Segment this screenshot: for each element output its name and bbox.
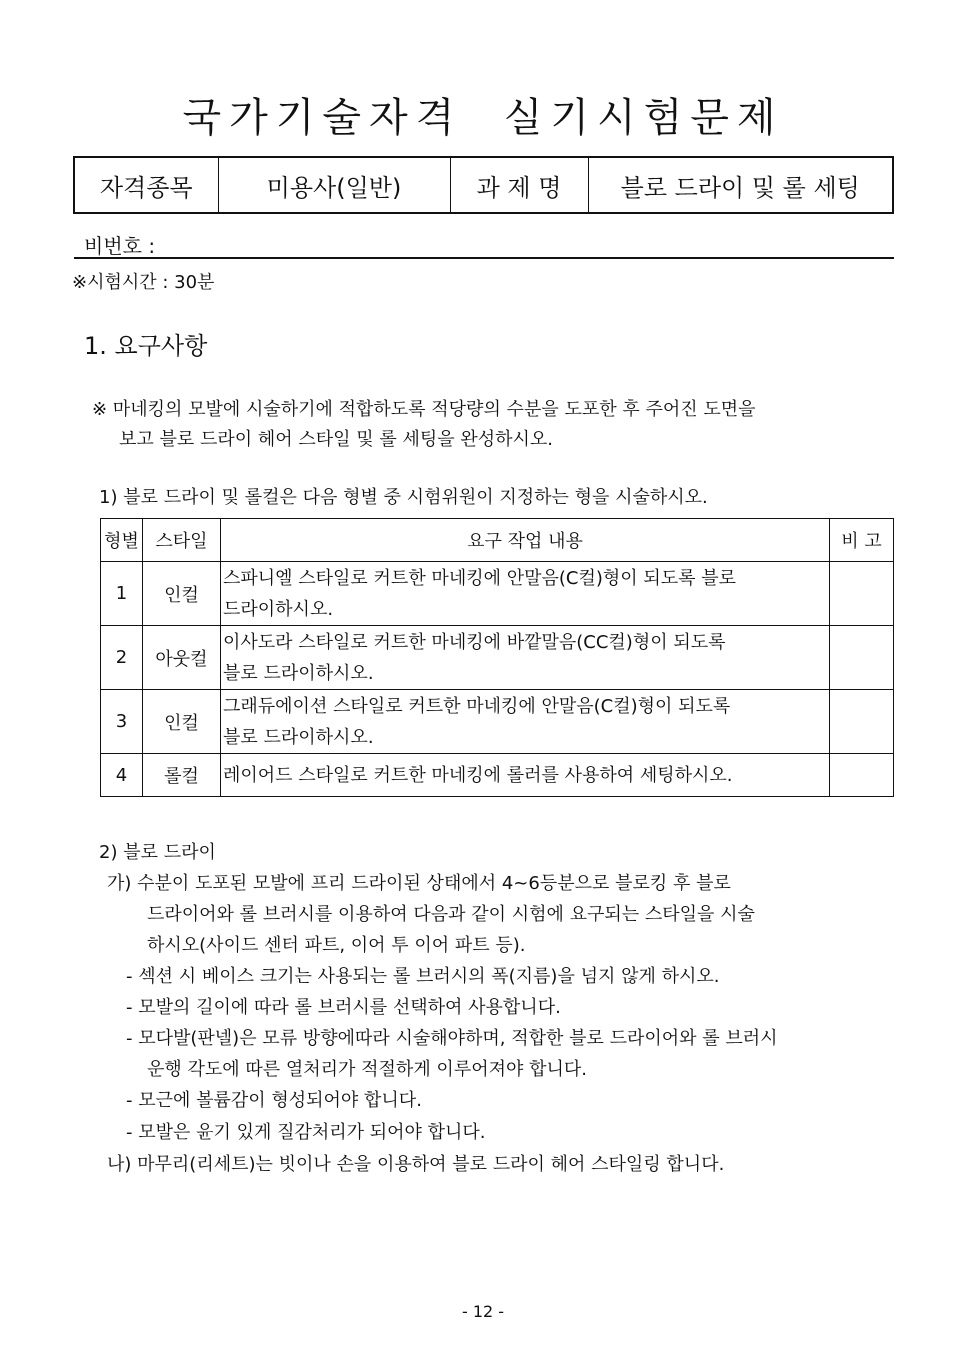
exam-time: ※시험시간 : 30분: [72, 272, 215, 293]
row-style: 아웃컬: [143, 626, 221, 690]
row-type: 4: [101, 754, 143, 797]
item2-bullet-2: - 모발의 길이에 따라 롤 브러시를 선택하여 사용합니다.: [126, 997, 561, 1018]
item2-title: 2) 블로 드라이: [99, 842, 216, 863]
row-task-line: 스파니엘 스타일로 커트한 마네킹에 안말음(C컬)형이 되도록 블로: [223, 567, 737, 589]
document-title: 국가기술자격 실기시험문제: [182, 95, 784, 141]
row-task-line: 레이어드 스타일로 커트한 마네킹에 롤러를 사용하여 세팅하시오.: [223, 764, 733, 786]
table-row: [101, 626, 894, 690]
row-task: [221, 626, 830, 690]
exam-header-table: [73, 156, 894, 214]
table-header-row: [101, 519, 894, 562]
col-header-style: 스타일: [143, 519, 221, 562]
section-title: 1. 요구사항: [84, 332, 208, 360]
col-header-note: 비 고: [830, 519, 894, 562]
row-style: 인컬: [143, 690, 221, 754]
col-header-type: 형별: [101, 519, 143, 562]
divider: [74, 257, 894, 259]
item2-bullet-3-line-2: 운행 각도에 따른 열처리가 적절하게 이루어져야 합니다.: [147, 1059, 587, 1080]
item2-ga-line-1: 가) 수분이 도포된 모발에 프리 드라이된 상태에서 4~6등분으로 블로킹 후 블로: [107, 873, 731, 894]
row-task-line: 이사도라 스타일로 커트한 마네킹에 바깥말음(CC컬)형이 되도록: [223, 631, 726, 653]
item2-na-line: 나) 마무리(리세트)는 빗이나 손을 이용하여 블로 드라이 헤어 스타일링 합니다.: [107, 1154, 725, 1175]
row-type: 2: [101, 626, 143, 690]
row-task: [221, 562, 830, 626]
item1-intro: 1) 블로 드라이 및 롤컬은 다음 형별 중 시험위원이 지정하는 형을 시술하시오.: [99, 487, 708, 508]
row-task-line: 그래듀에이션 스타일로 커트한 마네킹에 안말음(C컬)형이 되도록: [223, 695, 731, 717]
table-row: [101, 562, 894, 626]
row-note: [830, 690, 894, 754]
notice-line-2: 보고 블로 드라이 헤어 스타일 및 롤 세팅을 완성하시오.: [119, 429, 554, 450]
item2-bullet-3-line-1: - 모다발(판넬)은 모류 방향에따라 시술해야하며, 적합한 블로 드라이어와 롤 브러시: [126, 1028, 778, 1049]
row-task: [221, 754, 830, 797]
row-task: [221, 690, 830, 754]
row-note: [830, 562, 894, 626]
row-style: 인컬: [143, 562, 221, 626]
row-style: 롤컬: [143, 754, 221, 797]
qualification-label: 자격종목: [74, 157, 218, 213]
task-name-label: 과 제 명: [450, 157, 588, 213]
row-note: [830, 754, 894, 797]
table-row: [101, 690, 894, 754]
requirements-table: [100, 518, 894, 797]
row-note: [830, 626, 894, 690]
item2-bullet-4: - 모근에 볼륨감이 형성되어야 합니다.: [126, 1090, 422, 1111]
page-number: - 12 -: [461, 1302, 505, 1321]
row-task-line: 블로 드라이하시오.: [223, 726, 374, 748]
exam-number-label: 비번호 :: [84, 234, 156, 258]
col-header-task: 요구 작업 내용: [221, 519, 830, 562]
task-name-value: 블로 드라이 및 롤 세팅: [588, 157, 893, 213]
row-type: 3: [101, 690, 143, 754]
item2-ga-line-3: 하시오(사이드 센터 파트, 이어 투 이어 파트 등).: [147, 935, 526, 956]
item2-bullet-5: - 모발은 윤기 있게 질감처리가 되어야 합니다.: [126, 1122, 486, 1143]
row-type: 1: [101, 562, 143, 626]
table-row: [101, 754, 894, 797]
notice-line-1: ※ 마네킹의 모발에 시술하기에 적합하도록 적당량의 수분을 도포한 후 주어진 도면을: [92, 399, 756, 420]
item2-bullet-1: - 섹션 시 베이스 크기는 사용되는 롤 브러시의 폭(지름)을 넘지 않게 하시오.: [126, 966, 720, 987]
qualification-value: 미용사(일반): [218, 157, 450, 213]
item2-ga-line-2: 드라이어와 롤 브러시를 이용하여 다음과 같이 시험에 요구되는 스타일을 시술: [147, 904, 755, 925]
row-task-line: 블로 드라이하시오.: [223, 662, 374, 684]
row-task-line: 드라이하시오.: [223, 598, 334, 620]
